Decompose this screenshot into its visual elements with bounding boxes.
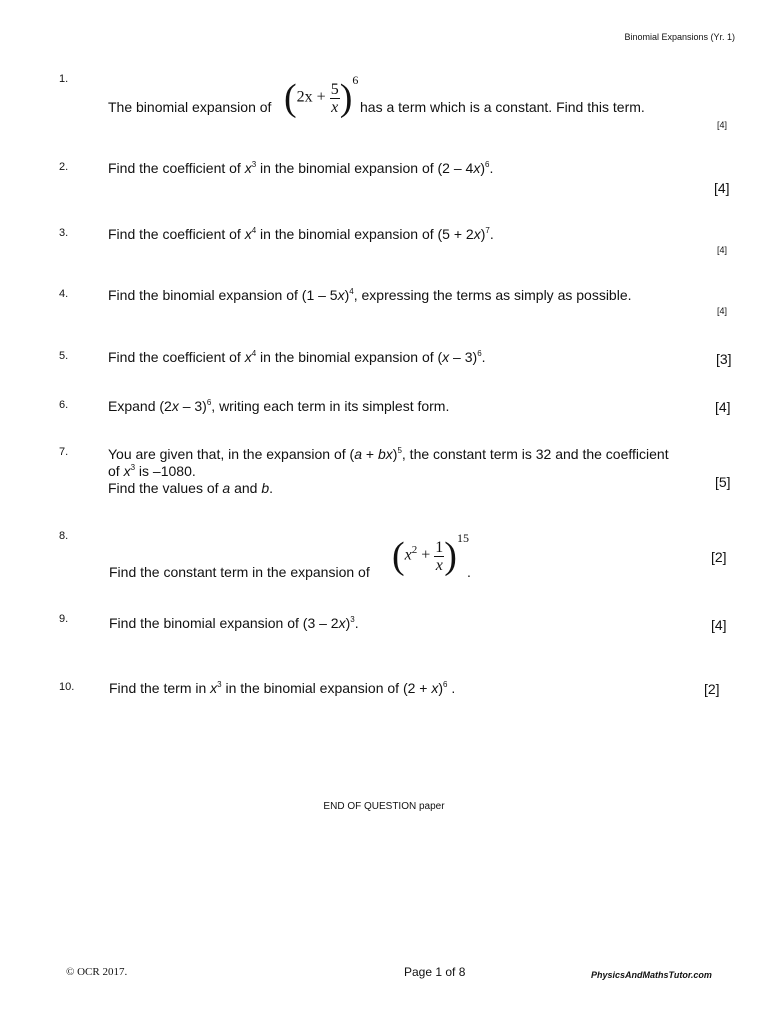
question-4-marks: [4]	[717, 306, 728, 316]
question-9-text: Find the binomial expansion of (3 – 2x)$^3$.	[109, 615, 359, 631]
question-10-text: Find the term in $x^3$ in the binomial expansion of $(2 + x)^6$ .	[109, 680, 456, 696]
question-4-number: 4.	[59, 288, 69, 300]
question-8-marks: [2]	[711, 549, 727, 565]
question-10-number: 10.	[59, 681, 75, 693]
question-6-marks: [4]	[715, 399, 731, 415]
question-1-number: 1.	[59, 73, 69, 85]
question-9-number: 9.	[59, 613, 69, 625]
question-9-marks: [4]	[711, 617, 727, 633]
footer-site-link[interactable]: PhysicsAndMathsTutor.com	[591, 970, 712, 980]
question-3-marks: [4]	[717, 245, 728, 255]
question-8-expression: ($x^2$ + $\frac{1}{x}$ )$^{15}$	[392, 530, 469, 577]
question-5-text: Find the coefficient of $x^4$ in the binomial expansion of (x – 3)$^6$.	[108, 349, 486, 365]
page-header: Binomial Expansions (Yr. 1)	[624, 32, 735, 42]
question-7-text: You are given that, in the expansion of (a + bx)$^5$, the constant term is 32 and the coefficient of $x^3$ is –1080. Find the values of a and b.	[108, 446, 669, 496]
footer-copyright: © OCR 2017.	[66, 966, 128, 978]
question-2-number: 2.	[59, 161, 69, 173]
question-3-text: Find the coefficient of $x^4$ in the binomial expansion of $(5 + 2x)^7$.	[108, 226, 494, 242]
question-1-expression: (2x + $\frac{5}{x}$ )$^6$	[284, 72, 359, 119]
question-2-marks: [4]	[714, 180, 730, 196]
question-2-text: Find the coefficient of $x^3$ in the binomial expansion of (2 – 4x)$^6$.	[108, 160, 494, 176]
question-8-text: Find the constant term in the expansion of ($x^2$ + $\frac{1}{x}$ )$^{15}$ .	[109, 530, 471, 580]
question-4-text: Find the binomial expansion of (1 – 5x)$^4$, expressing the terms as simply as possible.	[108, 287, 632, 303]
question-6-number: 6.	[59, 399, 69, 411]
question-7-number: 7.	[59, 446, 69, 458]
question-10-marks: [2]	[704, 681, 720, 697]
question-5-number: 5.	[59, 350, 69, 362]
question-1-text: The binomial expansion of (2x + $\frac{5}{x}$ )$^6$ has a term which is a constant. Find this term.	[108, 72, 645, 119]
question-7-marks: [5]	[715, 474, 731, 490]
question-1-marks: [4]	[717, 120, 728, 130]
question-3-number: 3.	[59, 227, 69, 239]
end-of-paper-text: END OF QUESTION paper	[323, 801, 445, 812]
question-6-text: Expand (2x – 3)$^6$, writing each term in its simplest form.	[108, 398, 450, 414]
question-8-number: 8.	[59, 530, 69, 542]
footer-page-number: Page 1 of 8	[404, 965, 466, 979]
question-5-marks: [3]	[716, 351, 732, 367]
